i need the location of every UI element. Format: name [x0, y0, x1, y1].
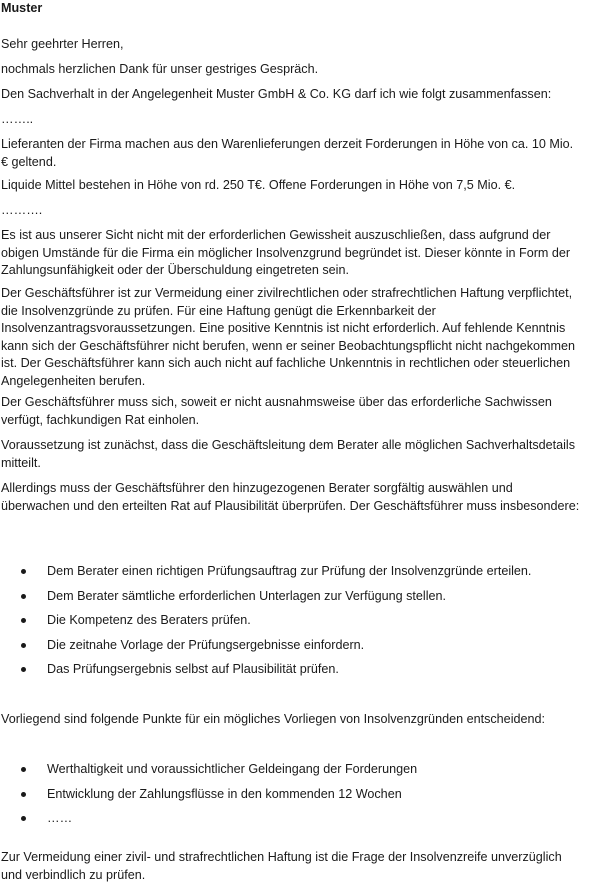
- duties-list: [0, 563, 590, 686]
- bullet-icon: [21, 569, 26, 574]
- decisive-points-list: [0, 761, 590, 835]
- closing-statement: Zur Vermeidung einer zivil- und strafrechtlichen Haftung ist die Frage der Insolvenzreife unverzüglich und verbindlich zu prüfen.: [1, 850, 562, 882]
- insolvency-assessment: Es ist aus unserer Sicht nicht mit der erforderlichen Gewissheit auszuschließen, dass aufgrund der obigen Umstände für die Firma ein möglicher Insolvenzgrund begründet ist. Dieser könnte in Form der Zahlungsunfähigkeit oder der Überschuldung eingetreten sein.: [1, 228, 571, 278]
- ellipsis-1: ……..: [1, 112, 34, 126]
- list-item: Die Kompetenz des Beraters prüfen.: [0, 612, 590, 637]
- list-item: Die zeitnahe Vorlage der Prüfungsergebnisse einfordern.: [0, 637, 590, 662]
- list-item: Das Prüfungsergebnis selbst auf Plausibilität prüfen.: [0, 661, 590, 686]
- list-item: Dem Berater sämtliche erforderlichen Unterlagen zur Verfügung stellen.: [0, 588, 590, 613]
- bullet-icon: [21, 792, 26, 797]
- bullet-icon: [21, 816, 26, 821]
- list-item: ……: [0, 810, 590, 835]
- expert-advice: Der Geschäftsführer muss sich, soweit er nicht ausnahmsweise über das erforderliche Sachwissen verfügt, fachkundigen Rat einholen.: [1, 395, 552, 427]
- suppliers-claims: Lieferanten der Firma machen aus den Warenlieferungen derzeit Forderungen in Höhe von ca. 10 Mio. € geltend.: [1, 137, 574, 169]
- decisive-points-intro: Vorliegend sind folgende Punkte für ein mögliches Vorliegen von Insolvenzgründen entscheidend:: [1, 712, 546, 726]
- ellipsis-2: ……….: [1, 203, 43, 217]
- bullet-icon: [21, 667, 26, 672]
- adviser-oversight: Allerdings muss der Geschäftsführer den hinzugezogenen Berater sorgfältig auswählen und überwachen und den erteilten Rat auf Plausibilität überprüfen. Der Geschäftsführer muss insbesondere:: [1, 481, 580, 513]
- salutation: Sehr geehrter Herren,: [1, 37, 124, 51]
- list-item: Werthaltigkeit und voraussichtlicher Geldeingang der Forderungen: [0, 761, 590, 786]
- document-title: Muster: [1, 1, 43, 15]
- liquid-assets: Liquide Mittel bestehen in Höhe von rd. 250 T€. Offene Forderungen in Höhe von 7,5 Mio. €.: [1, 178, 516, 192]
- bullet-icon: [21, 643, 26, 648]
- director-duty: Der Geschäftsführer ist zur Vermeidung einer zivilrechtlichen oder strafrechtlichen Haftung verpflichtet, die Insolvenzgründe zu prüfen. Für eine Haftung genügt die Erkennbarkeit der Insolvenzantragsvoraussetzungen. Eine positive Kenntnis ist nicht erforderlich. Auf fehlende Kenntnis kann sich der Geschäftsführer nicht berufen, wenn er seiner Beobachtungspflicht nicht nachgekommen ist. Der Geschäftsführer kann sich auch nicht auf fachliche Unkenntnis in rechtlichen oder steuerlichen Angelegenheiten berufen.: [1, 286, 576, 388]
- list-item: Entwicklung der Zahlungsflüsse in den kommenden 12 Wochen: [0, 786, 590, 811]
- thanks-line: nochmals herzlichen Dank für unser gestriges Gespräch.: [1, 62, 319, 76]
- summary-intro: Den Sachverhalt in der Angelegenheit Muster GmbH & Co. KG darf ich wie folgt zusammenfassen:: [1, 87, 552, 101]
- list-item: Dem Berater einen richtigen Prüfungsauftrag zur Prüfung der Insolvenzgründe erteilen.: [0, 563, 590, 588]
- bullet-icon: [21, 594, 26, 599]
- bullet-icon: [21, 618, 26, 623]
- prerequisite: Voraussetzung ist zunächst, dass die Geschäftsleitung dem Berater alle möglichen Sachverhaltsdetails mitteilt.: [1, 438, 576, 470]
- bullet-icon: [21, 767, 26, 772]
